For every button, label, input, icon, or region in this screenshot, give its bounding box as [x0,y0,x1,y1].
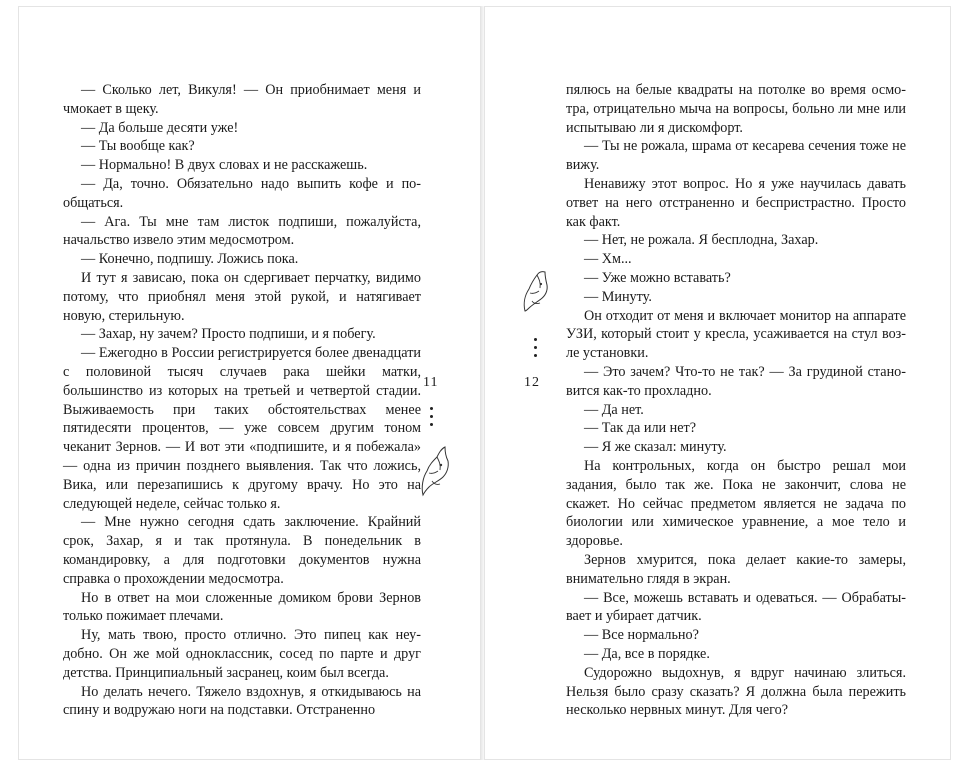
paragraph: — Ты вообще как? [81,138,195,155]
paragraph: — Все нормально? [584,627,699,644]
paragraph: Ненавижу этот вопрос. Но я уже научилась давать ответ на него отстраненно и беспристрастно. Просто как факт. [566,175,906,230]
paragraph: Ну, мать твою, просто отлично. Это пипец как неудобно. Он же мой одноклассник, сосед по парте и друг детства. Принципиальный засранец, коим был всегда. [63,627,421,681]
paragraph: Но делать нечего. Тяжело вздохнув, я откидываюсь на спину и водружаю ноги на подставки. Отстраненно [63,683,421,719]
right-page [484,6,951,760]
right-page-text [566,81,906,720]
paragraph: пялюсь на белые квадраты на потолке во время осмотра, отрицательно мыча на вопросы, больно ли мне или испытываю ли я дискомфорт. [566,82,906,136]
paragraph: — Ты не рожала, шрама от кесарева сечения тоже не вижу. [566,138,906,174]
paragraph: — Мне нужно сегодня сдать заключение. Крайний срок, Захар, я и так протянула. В понедельник в командировку, а для подготовки документов нужна справка о прохождении медосмотра. [63,514,421,587]
cat-doodle-icon [415,443,451,501]
paragraph: — Ага. Ты мне там листок подпиши, пожалуйста, начальство извело этим медосмотром. [63,213,421,249]
left-page [18,6,481,760]
paragraph: — Минуту. [584,288,652,305]
paragraph: — Нормально! В двух словах и не расскажешь. [81,157,368,174]
paragraph: — Да больше десяти уже! [81,119,239,136]
paragraph: — Хм... [584,251,632,268]
paragraph: — Да нет. [584,401,644,418]
paragraph: — Захар, ну зачем? Просто подпиши, и я побегу. [81,326,376,343]
cat-doodle-icon [519,269,551,315]
paragraph: Зернов хмурится, пока делает какие-то замеры, внимательно глядя в экран. [566,551,906,587]
paragraph: — Да, точно. Обязательно надо выпить кофе и пообщаться. [63,175,421,211]
paragraph: — Уже можно вставать? [584,269,731,286]
page-number: 12 [524,375,540,390]
paragraph: Он отходит от меня и включает монитор на аппарате УЗИ, который стоит у кресла, усаживается на стул возле установки. [566,307,906,362]
paragraph: Судорожно выдохнув, я вдруг начинаю злиться. Нельзя было сразу сказать? Я должна была пережить несколько нервных минут. Для чего? [566,664,906,719]
paragraph: — Я же сказал: минуту. [584,439,727,456]
paragraph: Но в ответ на мои сложенные домиком брови Зернов только пожимает плечами. [63,589,421,625]
paragraph: — Это зачем? Что-то не так? — За грудиной становится как-то прохладно. [566,363,906,399]
dots-ornament [534,338,538,362]
paragraph: — Да, все в порядке. [584,645,710,662]
paragraph: — Сколько лет, Викуля! — Он приобнимает меня и чмокает в щеку. [63,82,421,117]
paragraph: И тут я зависаю, пока он сдергивает перчатку, видимо потому, что приобнял меня этой рукой, и натягивает новую, стерильную. [63,269,421,324]
dots-ornament [430,407,434,431]
paragraph: — Конечно, подпишу. Ложись пока. [81,251,299,268]
paragraph: — Нет, не рожала. Я бесплодна, Захар. [584,232,819,249]
paragraph: — Так да или нет? [584,420,697,437]
paragraph: — Ежегодно в России регистрируется более двенадцати с половиной тысяч случаев рака шейки матки, большинство из которых на третьей и четвертой стадии. Выживаемость при таких обстоятельствах менее пятидесяти процентов, — уже совсем другим тоном чеканит Зернов. — И вот эти «подпишите, и я побежала» — одна из причин позднего выявления. Так что ложись, Вика, или перезапишись к другому врачу. Но это на следующей неделе, сейчас только я. [63,345,421,512]
left-page-text [63,81,421,720]
paragraph: На контрольных, когда он быстро решал мои задания, было так же. Пока не закончит, слова не скажет. Но сейчас предметом является не задача по биологии или химическое уравнение, а мое тело и здоровье. [566,457,906,550]
paragraph: — Все, можешь вставать и одеваться. — Обрабатывает и убирает датчик. [566,589,906,625]
page-number: 11 [423,375,439,390]
